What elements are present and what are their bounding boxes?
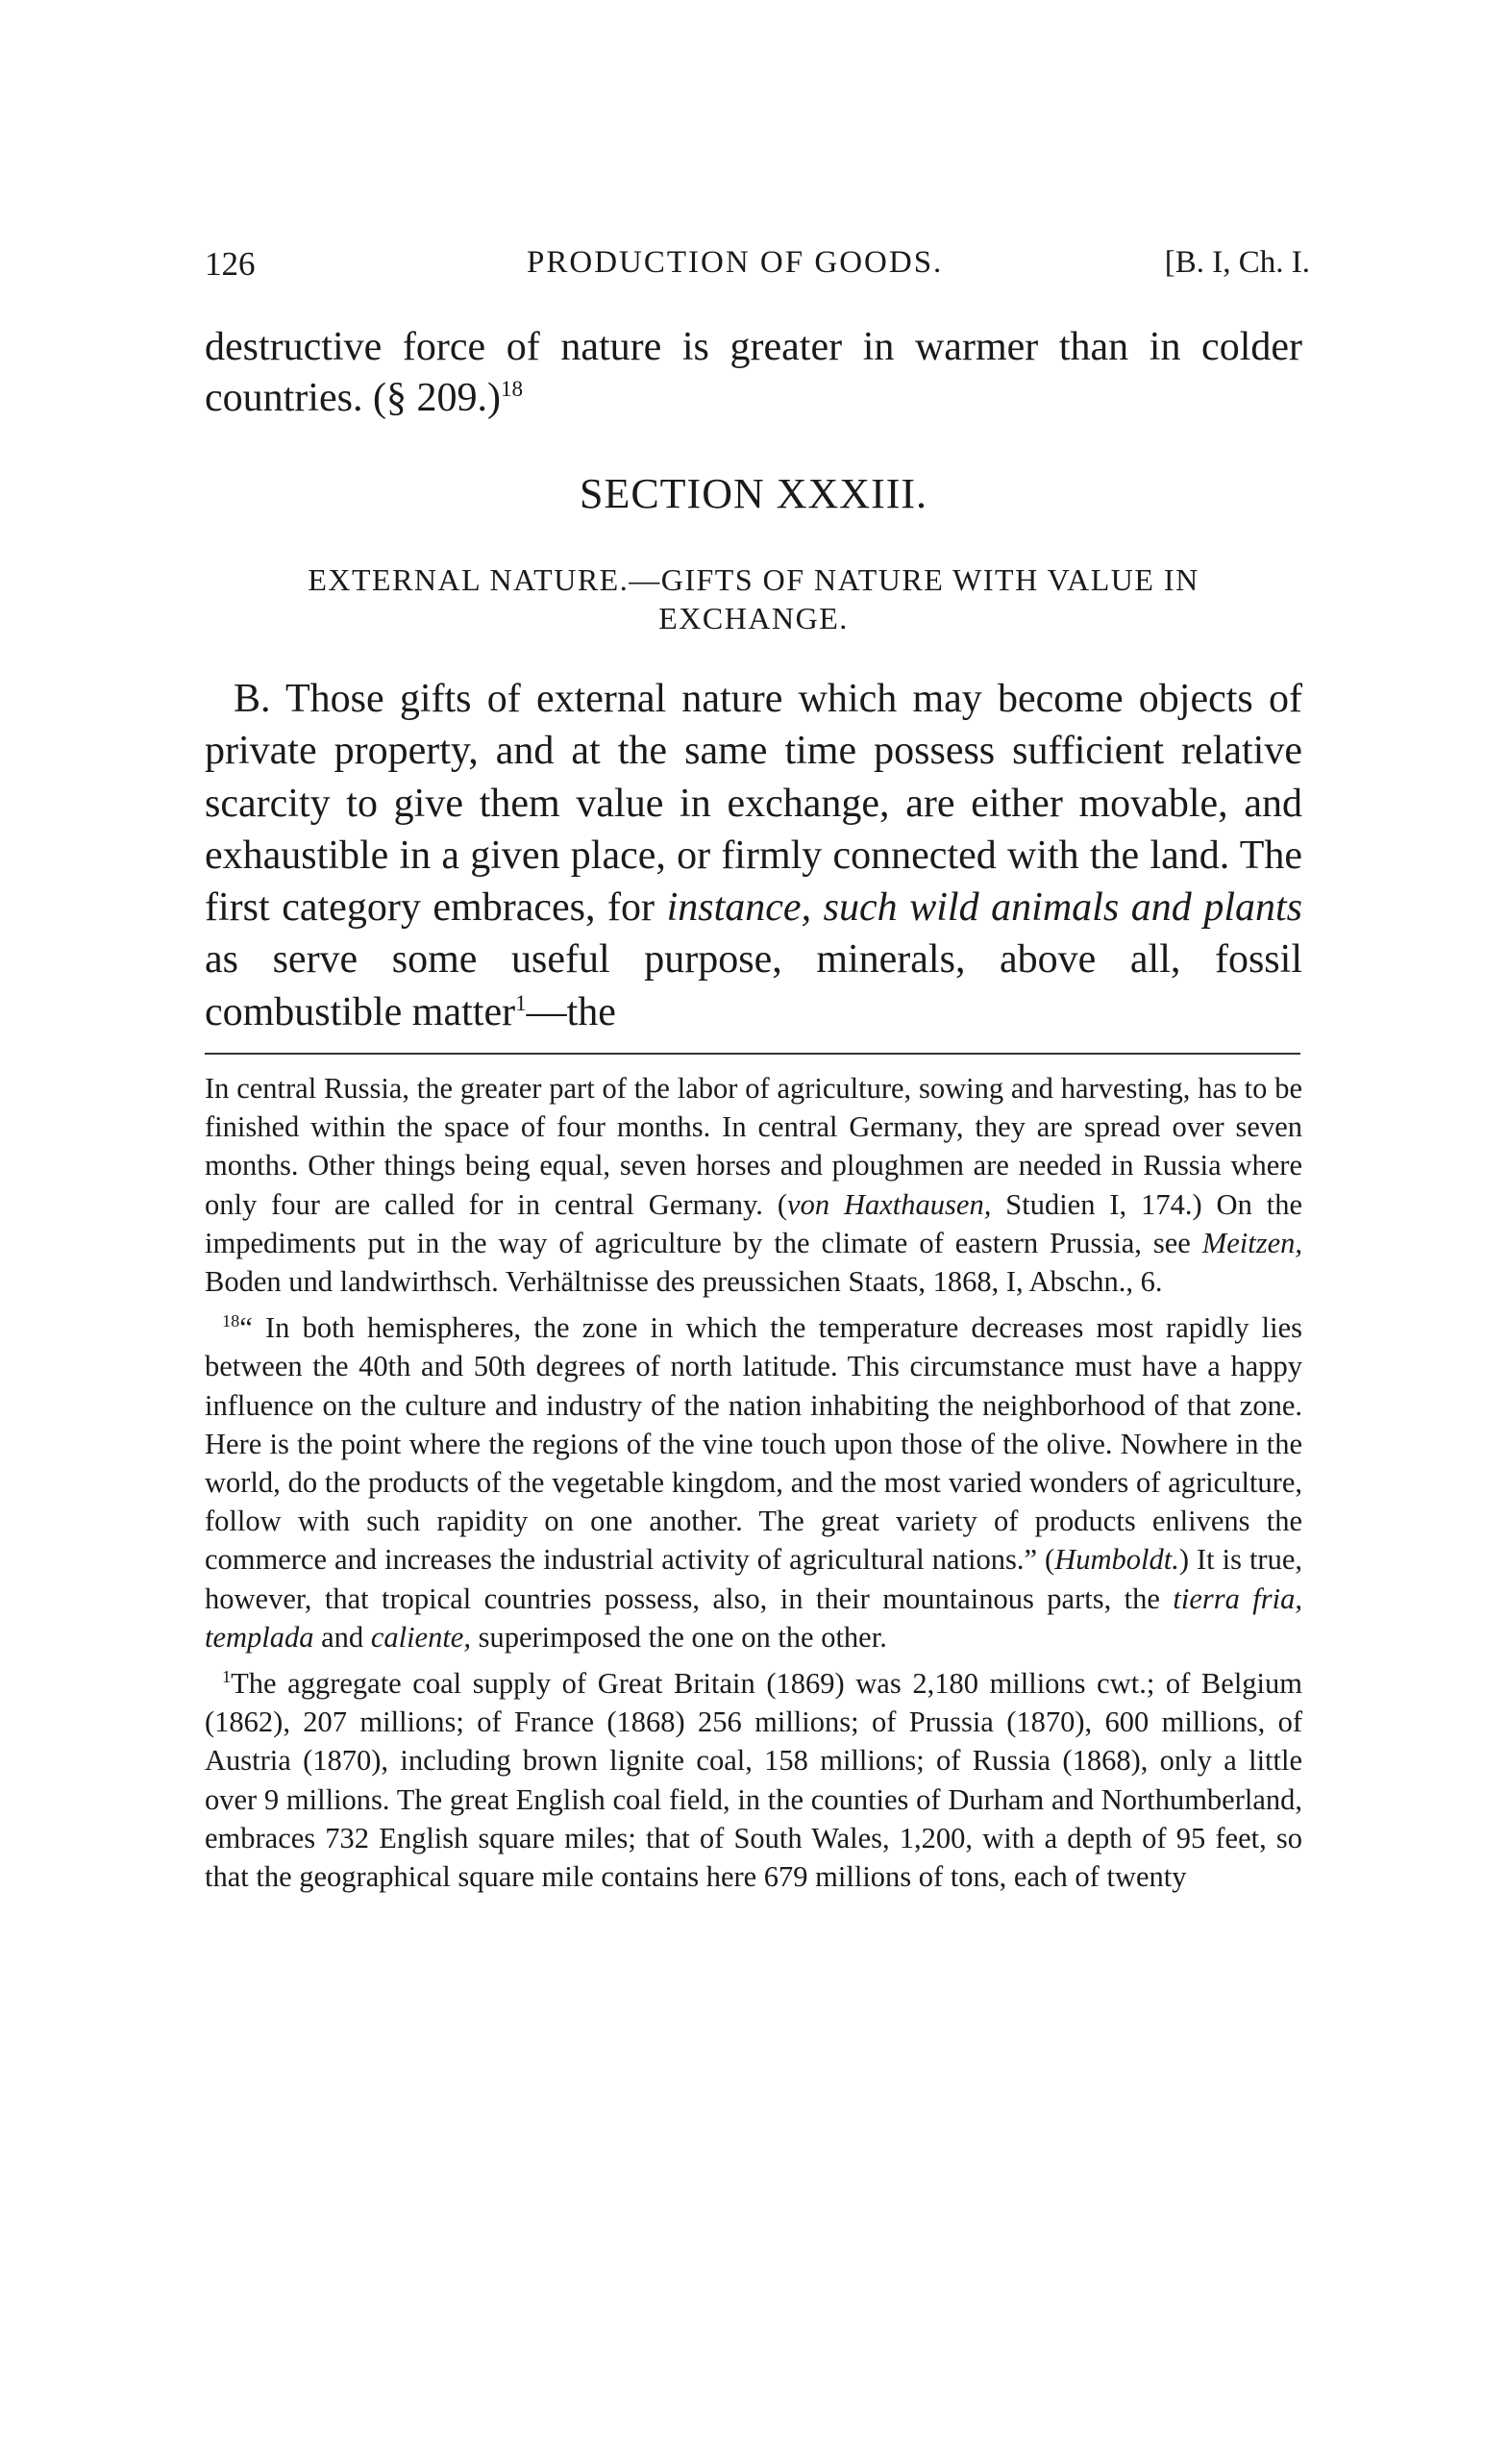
- paragraph-italic: instance, such wild animals and plants: [666, 885, 1303, 931]
- footnote-1: [205, 1664, 1302, 1896]
- fn0-part1: In central Russia, the greater part of the labor of agriculture, sowing and harvesting, has to be finished within the space of four months. In central Germany, they are spread over seven months. Other things being equal, seven horses and ploughmen are needed in Russia where only four are called for in central Germany. (: [205, 1072, 1302, 1221]
- continued-line-2: [205, 376, 523, 420]
- section-heading: SECTION XXXIII.: [579, 470, 928, 517]
- footnote-ref-18: 18: [500, 376, 524, 401]
- fn0-italic1: von Haxthausen,: [787, 1187, 992, 1221]
- section-subtitle-line-2: EXCHANGE.: [658, 601, 849, 635]
- footnote-18-marker: 18: [222, 1311, 240, 1332]
- paragraph-text-start: B. Those gifts of external nature which may become objects of private property, and at the same time possess sufficient relative scarcity to give them value in exchange, are either movable, and exhaustible in a given place, or firmly connected with the land. The first category embraces, for: [205, 677, 1302, 931]
- continued-line-1: destructive force of nature is greater in warmer than in colder: [205, 325, 1302, 369]
- fn18-italic2: tierra fria, templada: [205, 1581, 1302, 1654]
- main-paragraph: [205, 673, 1302, 1038]
- footnote-divider: [205, 1053, 1300, 1055]
- fn1-text: The aggregate coal supply of Great Britain (1869) was 2,180 millions cwt.; of Belgium (1862), 207 millions; of France (1868) 256 millions; of Prussia (1870), 600 millions, of Austria (1870), including brown lignite coal, 158 millions; of Russia (1868), only a little over 9 millions. The great English coal field, in the counties of Durham and Northumberland, embraces 732 English square miles; that of South Wales, 1,200, with a depth of 95 feet, so that the geographical square mile contains here 679 millions of tons, each of twenty: [205, 1667, 1302, 1894]
- continued-line-2-text: countries. (§ 209.): [205, 376, 501, 420]
- footnote-ref-1: 1: [515, 989, 527, 1015]
- fn18-part2: ) It is true, however, that tropical countries possess, also, in their mountainous parts, the: [205, 1543, 1302, 1615]
- fn18-part3: and: [313, 1620, 371, 1654]
- section-subtitle-line-1: EXTERNAL NATURE.—GIFTS OF NATURE WITH VALUE IN: [308, 562, 1199, 597]
- paragraph-text-end: —the: [526, 989, 616, 1034]
- fn0-part2: Studien I, 174.) On the impediments put in the way of agriculture by the climate of eastern Prussia, see: [205, 1187, 1303, 1259]
- footnote-1-marker: 1: [222, 1666, 232, 1686]
- fn18-italic1: Humboldt.: [1054, 1543, 1179, 1577]
- paragraph-text-middle: as serve some useful purpose, minerals, above all, fossil combustible matter: [205, 937, 1302, 1034]
- footnotes: [205, 1069, 1302, 1904]
- section-reference: [B. I, Ch. I.: [1164, 245, 1310, 280]
- section-subtitle: [205, 560, 1302, 637]
- fn0-part3: Boden und landwirthsch. Verhältnisse des preussichen Staats, 1868, I, Abschn., 6.: [205, 1265, 1163, 1299]
- footnote-18: [205, 1308, 1302, 1656]
- running-title: PRODUCTION OF GOODS.: [527, 245, 944, 280]
- continued-paragraph: [205, 322, 1302, 424]
- running-header: [205, 245, 1310, 293]
- footnote-continued: [205, 1069, 1302, 1301]
- fn18-italic3: caliente,: [370, 1620, 471, 1654]
- fn18-part4: superimposed the one on the other.: [470, 1620, 887, 1654]
- page-number: 126: [205, 245, 256, 283]
- fn18-part1: “ In both hemispheres, the zone in which the temperature decreases most rapidly lies between the 40th and 50th degrees of north latitude. This circumstance must have a happy influence on the culture and industry of the nation inhabiting the neighborhood of that zone. Here is the point where the regions of the vine touch upon those of the olive. Nowhere in the world, do the products of the vegetable kingdom, and the most varied wonders of agriculture, follow with such rapidity on one another. The great variety of products enlivens the commerce and increases the industrial activity of agricultural nations.” (: [205, 1311, 1302, 1577]
- fn0-italic2: Meitzen,: [1201, 1226, 1302, 1259]
